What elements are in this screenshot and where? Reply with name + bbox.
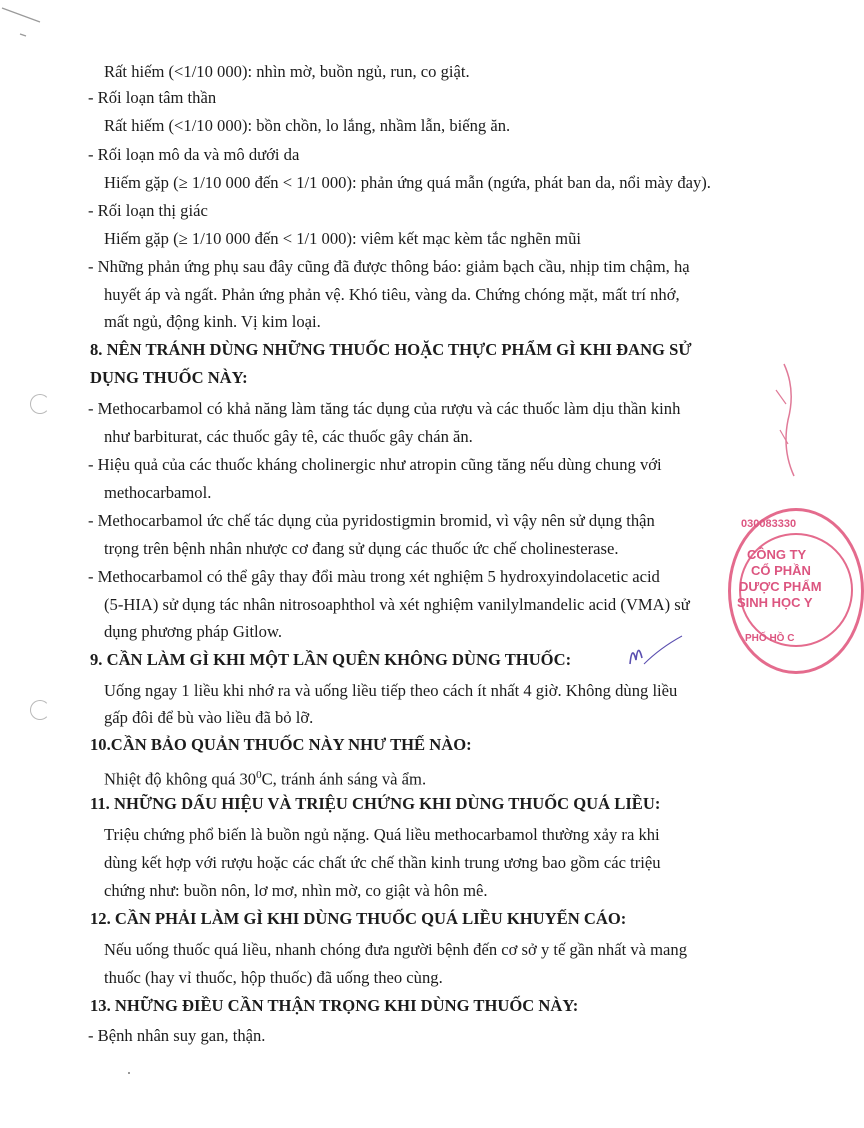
text-line: dụng phương pháp Gitlow.: [104, 622, 283, 641]
section-heading: DỤNG THUỐC NÀY:: [90, 368, 248, 387]
stamp-text: DƯỢC PHẨM: [739, 579, 822, 594]
text-line: Hiếm gặp (≥ 1/10 000 đến < 1/1 000): viêm kết mạc kèm tắc nghẽn mũi: [104, 229, 581, 248]
punch-hole-mark: [30, 394, 50, 414]
text-line: methocarbamol.: [104, 483, 212, 502]
stamp-text: CÔNG TY: [747, 547, 807, 562]
text-line: huyết áp và ngất. Phản ứng phản vệ. Khó tiêu, vàng da. Chứng chóng mặt, mất trí nhớ,: [104, 285, 680, 304]
text-line: Triệu chứng phổ biến là buồn ngủ nặng. Quá liều methocarbamol thường xảy ra khi: [104, 825, 660, 844]
storage-text: [104, 765, 426, 790]
text-line: - Rối loạn thị giác: [88, 201, 208, 220]
partial-stamp-mark: [770, 360, 796, 480]
section-heading: 9. CẦN LÀM GÌ KHI MỘT LẦN QUÊN KHÔNG DÙNG THUỐC:: [90, 650, 572, 669]
scan-speck: [128, 1072, 130, 1074]
text-line: - Methocarbamol có thể gây thay đổi màu trong xét nghiệm 5 hydroxyindolacetic acid: [88, 567, 660, 586]
text-line: - Methocarbamol có khả năng làm tăng tác dụng của rượu và các thuốc làm dịu thần kinh: [88, 399, 681, 418]
company-stamp: [728, 508, 864, 674]
text-line: - Hiệu quả của các thuốc kháng cholinergic như atropin cũng tăng nếu dùng chung với: [88, 455, 662, 474]
section-heading: 10.CẦN BẢO QUẢN THUỐC NÀY NHƯ THẾ NÀO:: [90, 735, 472, 754]
text-line: Rất hiếm (<1/10 000): bồn chồn, lo lắng, nhầm lẫn, biếng ăn.: [104, 116, 511, 135]
text-line: trọng trên bệnh nhân nhược cơ đang sử dụng các thuốc ức chế cholinesterase.: [104, 539, 619, 558]
scan-corner-mark: [0, 0, 60, 40]
storage-suffix: C, tránh ánh sáng và ẩm.: [261, 769, 427, 789]
text-line: - Methocarbamol ức chế tác dụng của pyridostigmin bromid, vì vậy nên sử dụng thận: [88, 511, 655, 530]
text-line: thuốc (hay vỉ thuốc, hộp thuốc) đã uống theo cùng.: [104, 968, 443, 987]
text-line: Uống ngay 1 liều khi nhớ ra và uống liều tiếp theo cách ít nhất 4 giờ. Không dùng liều: [104, 681, 678, 700]
stamp-text: CỔ PHẦN: [751, 563, 811, 578]
stamp-text: PHỐ HỒ C: [745, 633, 795, 644]
text-line: gấp đôi để bù vào liều đã bỏ lỡ.: [104, 708, 314, 727]
section-heading: 13. NHỮNG ĐIỀU CẦN THẬN TRỌNG KHI DÙNG THUỐC NÀY:: [90, 996, 579, 1015]
handwritten-signature: [626, 634, 696, 674]
text-line: - Rối loạn tâm thần: [88, 88, 217, 107]
text-line: dùng kết hợp với rượu hoặc các chất ức chế thần kinh trung ương bao gồm các triệu: [104, 853, 661, 872]
text-line: Rất hiếm (<1/10 000): nhìn mờ, buồn ngủ, run, co giật.: [104, 62, 470, 81]
degree-sup: 0: [256, 769, 262, 781]
section-heading: 12. CẦN PHẢI LÀM GÌ KHI DÙNG THUỐC QUÁ LIỀU KHUYẾN CÁO:: [90, 909, 627, 928]
text-line: - Rối loạn mô da và mô dưới da: [88, 145, 300, 164]
section-heading: 8. NÊN TRÁNH DÙNG NHỮNG THUỐC HOẶC THỰC PHẨM GÌ KHI ĐANG SỬ: [90, 340, 692, 359]
text-line: chứng như: buồn nôn, lơ mơ, nhìn mờ, co giật và hôn mê.: [104, 881, 488, 900]
text-line: Nếu uống thuốc quá liều, nhanh chóng đưa người bệnh đến cơ sở y tế gần nhất và mang: [104, 940, 688, 959]
text-line: như barbiturat, các thuốc gây tê, các thuốc gây chán ăn.: [104, 427, 473, 446]
stamp-text: SINH HỌC Y: [737, 595, 813, 610]
stamp-code: 030083330: [741, 518, 797, 530]
text-line: Hiếm gặp (≥ 1/10 000 đến < 1/1 000): phản ứng quá mẫn (ngứa, phát ban da, nổi mày đay).: [104, 173, 711, 192]
section-heading: 11. NHỮNG DẤU HIỆU VÀ TRIỆU CHỨNG KHI DÙNG THUỐC QUÁ LIỀU:: [90, 794, 661, 813]
text-line: - Bệnh nhân suy gan, thận.: [88, 1026, 266, 1045]
punch-hole-mark: [30, 700, 50, 720]
storage-prefix: Nhiệt độ không quá 30: [104, 769, 257, 789]
text-line: - Những phản ứng phụ sau đây cũng đã được thông báo: giảm bạch cầu, nhịp tim chậm, hạ: [88, 257, 690, 276]
text-line: (5-HIA) sử dụng tác nhân nitrosoaphthol và xét nghiệm vanilylmandelic acid (VMA) sử: [104, 595, 690, 614]
text-line: mất ngủ, động kinh. Vị kim loại.: [104, 312, 321, 331]
